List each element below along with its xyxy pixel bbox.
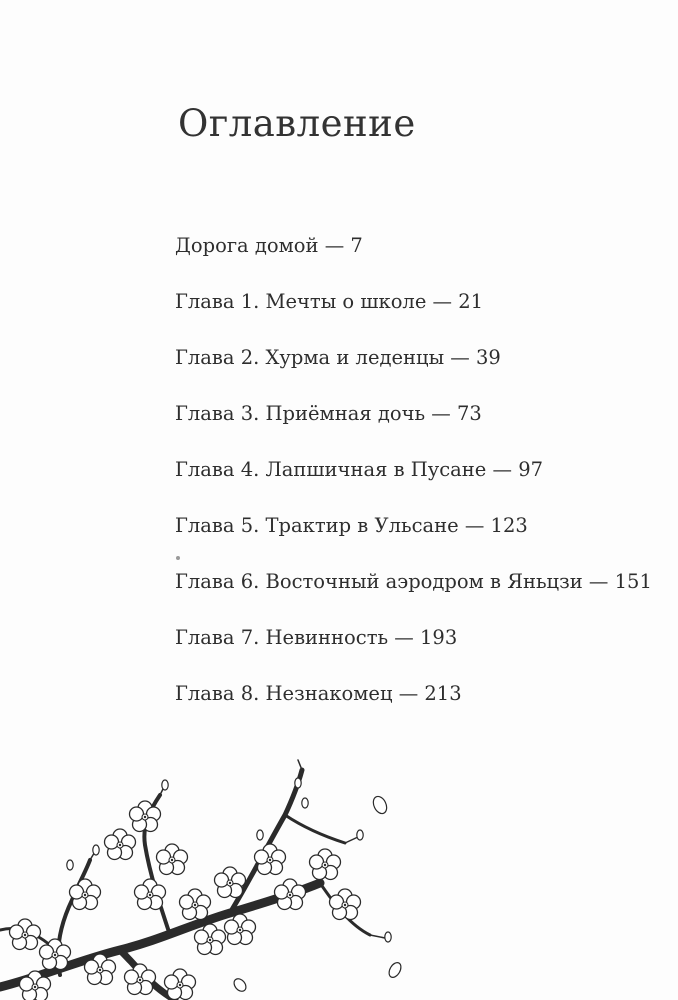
toc-entry-chapter-8[interactable]: Глава 8. Незнакомец — 213 — [175, 682, 462, 705]
toc-entry-chapter-4[interactable]: Глава 4. Лапшичная в Пусане — 97 — [175, 458, 544, 481]
toc-entry-chapter-2[interactable]: Глава 2. Хурма и леденцы — 39 — [175, 346, 501, 369]
toc-entry-chapter-5[interactable]: Глава 5. Трактир в Ульсане — 123 — [175, 514, 528, 537]
table-of-contents — [175, 232, 652, 736]
toc-entry-prologue[interactable]: Дорога домой — 7 — [175, 234, 363, 257]
print-speck — [176, 556, 180, 560]
toc-entry-chapter-6[interactable]: Глава 6. Восточный аэродром в Яньцзи — 151 — [175, 570, 652, 593]
blossom-branch-icon — [0, 755, 420, 1000]
page-title: Оглавление — [178, 102, 416, 145]
toc-entry-chapter-7[interactable]: Глава 7. Невинность — 193 — [175, 626, 458, 649]
toc-entry-chapter-1[interactable]: Глава 1. Мечты о школе — 21 — [175, 290, 484, 313]
toc-entry-chapter-3[interactable]: Глава 3. Приёмная дочь — 73 — [175, 402, 482, 425]
